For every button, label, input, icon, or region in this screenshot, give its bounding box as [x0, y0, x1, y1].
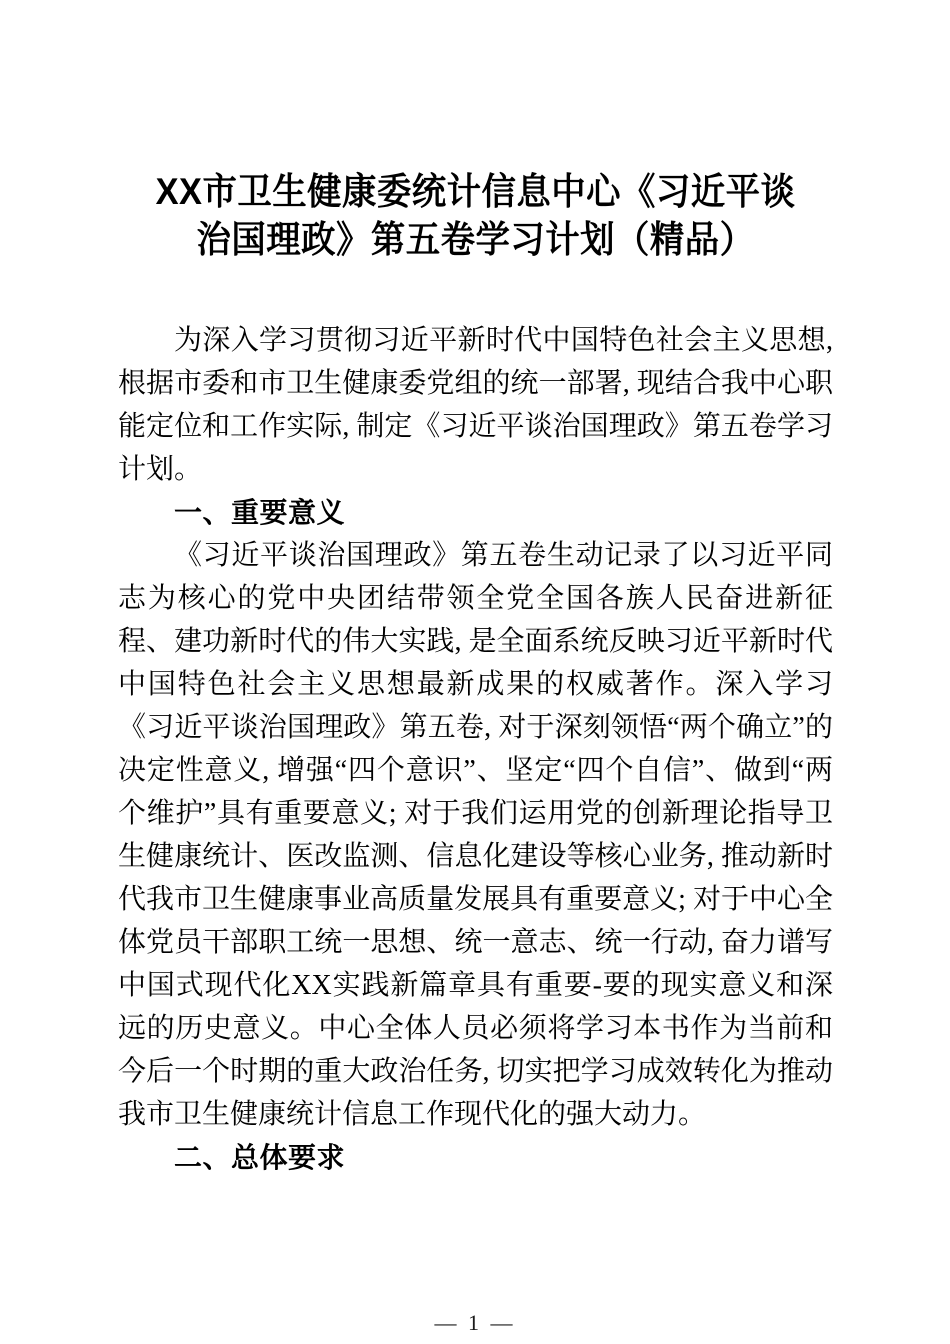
- section-body-1: 《习近平谈治国理政》第五卷生动记录了以习近平同志为核心的党中央团结带领全党全国各族人民奋进新征程、建功新时代的伟大实践, 是全面系统反映习近平新时代中国特色社会主义思想最新成果的权威著作。深入学习《习近平谈治国理政》第五卷, 对于深刻领悟“两个确立”的决定性意义, 增强“四个意识”、坚定“四个自信”、做到“两个维护”具有重要意义; 对于我们运用党的创新理论指导卫生健康统计、医改监测、信息化建设等核心业务, 推动新时代我市卫生健康事业高质量发展具有重要意义; 对于中心全体党员干部职工统一思想、统一意志、统一行动, 奋力谱写中国式现代化XX实践新篇章具有重要-要的现实意义和深远的历史意义。中心全体人员必须将学习本书作为当前和今后一个时期的重大政治任务, 切实把学习成效转化为推动我市卫生健康统计信息工作现代化的强大动力。: [118, 540, 833, 1130]
- section-heading-1: 一、重要意义: [174, 497, 346, 528]
- intro-paragraph: 为深入学习贯彻习近平新时代中国特色社会主义思想, 根据市委和市卫生健康委党组的统一部署, 现结合我中心职能定位和工作实际, 制定《习近平谈治国理政》第五卷学习计划。: [118, 325, 833, 485]
- page-title: XX市卫生健康委统计信息中心《习近平谈治国理政》第五卷学习计划（精品）: [155, 171, 796, 260]
- section-heading-2: 二、总体要求: [174, 1142, 346, 1173]
- document-content: [118, 0, 833, 1179]
- page-number-footer: — 1 —: [434, 1310, 516, 1335]
